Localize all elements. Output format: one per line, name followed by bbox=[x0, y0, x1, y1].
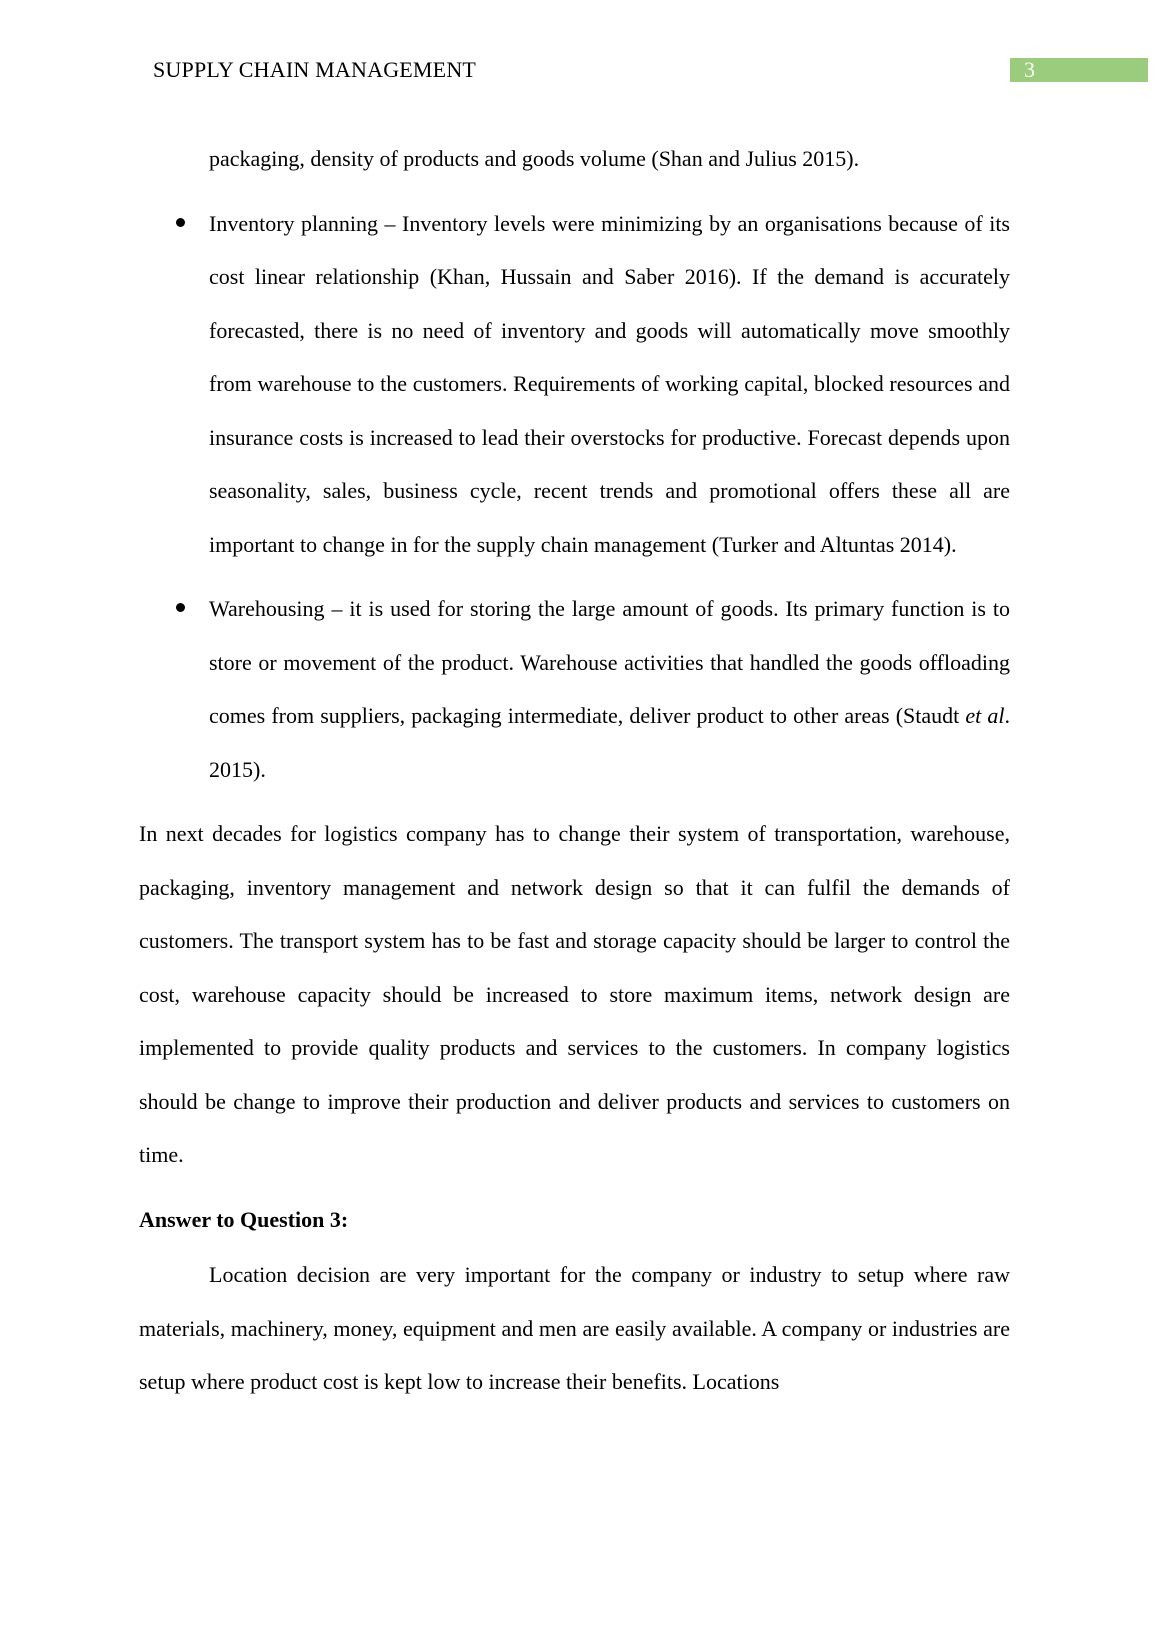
page-header bbox=[153, 56, 1158, 84]
citation-italic: et al bbox=[965, 703, 1005, 728]
bullet-item-inventory-planning bbox=[139, 197, 1010, 572]
running-header-title: SUPPLY CHAIN MANAGEMENT bbox=[153, 57, 477, 82]
bullet-list bbox=[139, 197, 1010, 797]
bullet-item-warehousing bbox=[139, 582, 1010, 796]
bullet-icon bbox=[176, 218, 185, 227]
continuation-text: packaging, density of products and goods volume (Shan and Julius 2015). bbox=[209, 146, 860, 171]
bullet-text-part: Warehousing – it is used for storing the large amount of goods. Its primary function is to store or movement of the product. Warehouse activities that handled the goods offloading comes from suppliers, packaging intermediate, deliver product to other areas (Staudt bbox=[209, 596, 1010, 728]
body-paragraph: In next decades for logistics company has to change their system of transportation, warehouse, packaging, inventory management and network design so that it can fulfil the demands of customers. The transport system has to be fast and storage capacity should be larger to control the cost, warehouse capacity should be increased to store maximum items, network design are implemented to provide quality products and services to the customers. In company logistics should be change to improve their production and deliver products and services to customers on time. bbox=[139, 821, 1010, 1167]
document-body bbox=[139, 132, 1010, 1409]
bullet-icon bbox=[176, 603, 185, 612]
bullet-text-part: . 2015). bbox=[209, 703, 1010, 782]
page-number: 3 bbox=[1010, 58, 1148, 82]
answer-paragraph: Location decision are very important for the company or industry to setup where raw materials, machinery, money, equipment and men are easily available. A company or industries are setup where product cost is kept low to increase their benefits. Locations bbox=[139, 1262, 1010, 1394]
bullet-text bbox=[209, 582, 1010, 796]
bullet-text: Inventory planning – Inventory levels were minimizing by an organisations because of its cost linear relationship (Khan, Hussain and Saber 2016). If the demand is accurately forecasted, there is no need of inventory and goods will automatically move smoothly from warehouse to the customers. Requirements of working capital, blocked resources and insurance costs is increased to lead their overstocks for productive. Forecast depends upon seasonality, sales, business cycle, recent trends and promotional offers these all are important to change in for the supply chain management (Turker and Altuntas 2014). bbox=[209, 210, 1010, 557]
section-heading: Answer to Question 3: bbox=[139, 1206, 349, 1232]
